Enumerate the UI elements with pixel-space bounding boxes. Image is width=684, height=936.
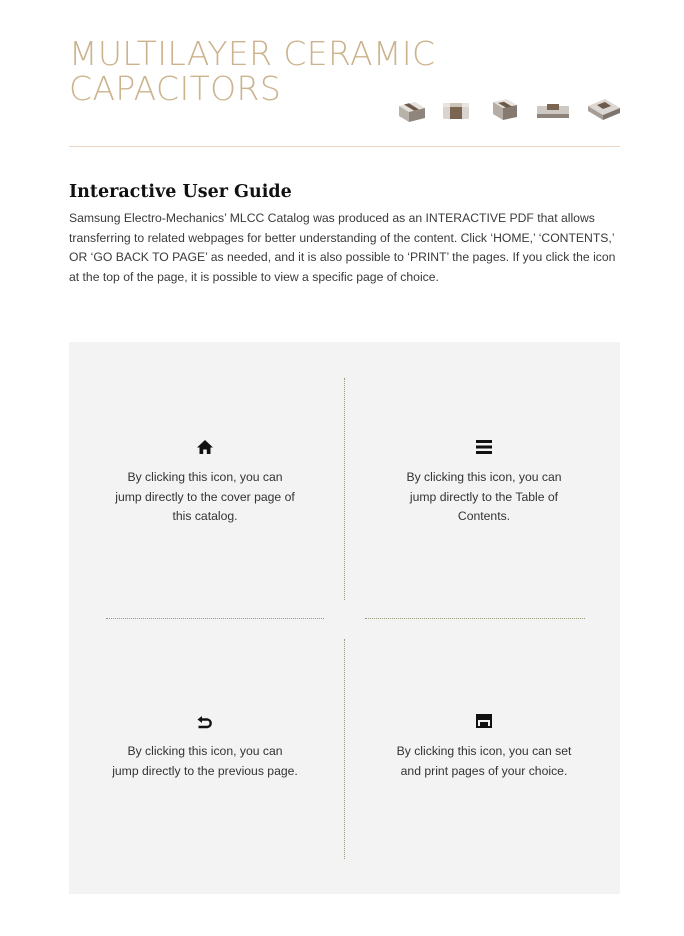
contents-guide [364, 438, 604, 527]
back-icon[interactable] [196, 712, 214, 730]
print-guide-text: and print pages of your choice. [400, 763, 568, 778]
header-divider [69, 146, 620, 147]
capacitor-chip-image [585, 96, 623, 124]
panel-divider-vertical [344, 378, 345, 600]
title-line-1: MULTILAYER CERAMIC [69, 34, 436, 73]
capacitor-chip-image [395, 98, 429, 124]
capacitor-chip-image [535, 100, 571, 122]
panel-divider-horizontal [106, 618, 324, 619]
home-guide-text: By clicking this icon, you can [127, 470, 283, 484]
guide-description: Samsung Electro-Mechanics’ MLCC Catalog was produced as an INTERACTIVE PDF that allows transferring to related webpages for better understanding of the content. Click ‘HOME,’ ‘CONTENTS,’ OR ‘GO BACK TO PAGE’ as needed, and it is also possible to ‘PRINT’ the pages. If you click the icon at the top of the page, it is possible to view a specific page of choice. [69, 211, 616, 284]
home-icon[interactable] [196, 438, 214, 456]
contents-guide-text: jump directly to the Table of [409, 489, 559, 504]
guide-heading: Interactive User Guide [69, 182, 292, 202]
print-guide [364, 712, 604, 781]
icon-guide-panel [69, 342, 620, 894]
contents-guide-text: Contents. [457, 509, 511, 524]
home-guide [85, 438, 325, 527]
print-guide-text: By clicking this icon, you can set [396, 744, 572, 758]
capacitor-chip-image [441, 98, 471, 122]
back-guide-text: By clicking this icon, you can [127, 744, 283, 758]
contents-guide-text: By clicking this icon, you can [406, 470, 562, 484]
panel-divider-horizontal [365, 618, 585, 619]
back-guide [85, 712, 325, 781]
capacitor-chip-image [487, 96, 521, 124]
panel-divider-vertical [344, 639, 345, 859]
capacitor-chips-illustration [395, 96, 625, 126]
catalog-title [69, 36, 435, 106]
home-guide-text: this catalog. [172, 509, 238, 524]
print-icon[interactable] [475, 712, 493, 730]
title-line-2: CAPACITORS [69, 69, 282, 108]
menu-icon[interactable] [475, 438, 493, 456]
back-guide-text: jump directly to the previous page. [112, 763, 298, 778]
home-guide-text: jump directly to the cover page of [115, 489, 295, 504]
